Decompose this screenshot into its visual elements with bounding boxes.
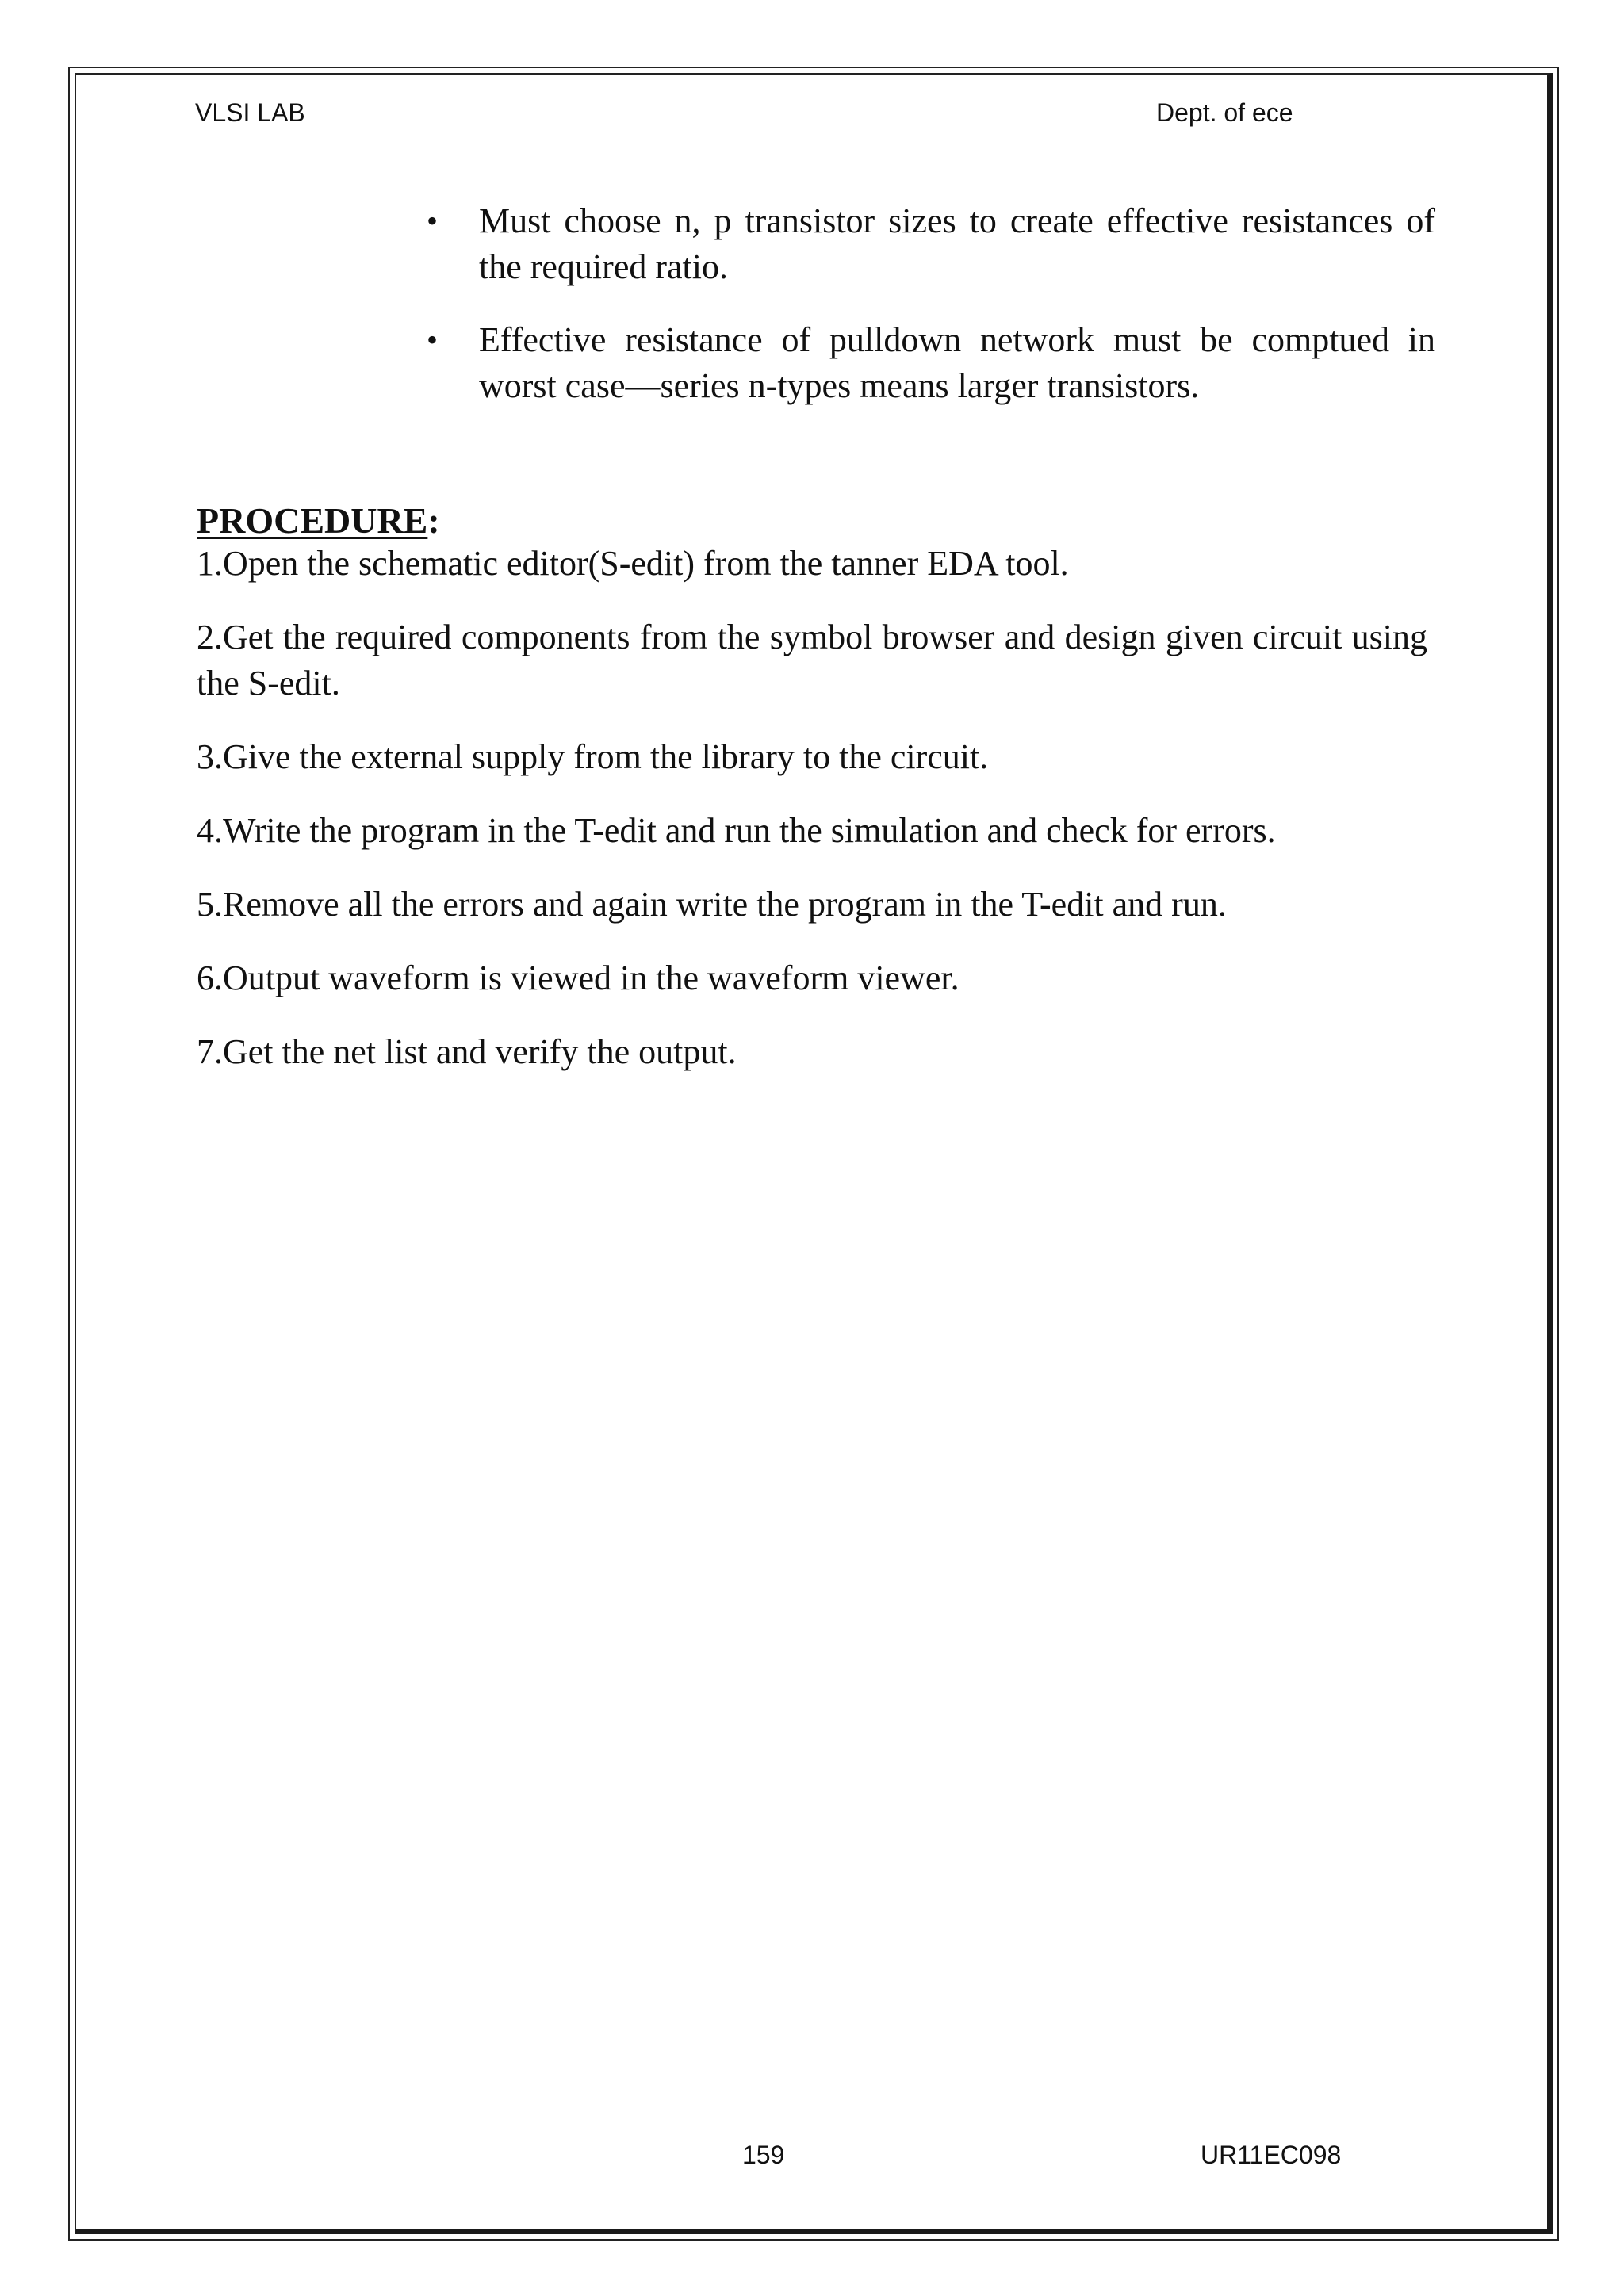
header-department: Dept. of ece: [1156, 98, 1293, 127]
bullet-text: Must choose n, p transistor sizes to create effective resistances of the required ratio.: [479, 201, 1435, 286]
procedure-step: 3.Give the external supply from the library to the circuit.: [197, 737, 989, 776]
procedure-heading-text: PROCEDURE: [197, 500, 428, 541]
bullet-item: [425, 198, 1435, 290]
page-number: 159: [742, 2141, 785, 2169]
procedure-step: 6.Output waveform is viewed in the waveform viewer.: [197, 959, 959, 997]
procedure-heading: [197, 498, 440, 544]
procedure-heading-colon: :: [427, 500, 440, 541]
procedure-step: 2.Get the required components from the symbol browser and design given circuit using the S-edit.: [197, 618, 1427, 702]
procedure-step: 5.Remove all the errors and again write the program in the T-edit and run.: [197, 885, 1227, 924]
header-lab-name: VLSI LAB: [195, 98, 305, 127]
bullet-list: [425, 198, 1435, 436]
bullet-text: Effective resistance of pulldown network must be comptued in worst case—series n-types means larger transistors.: [479, 320, 1435, 405]
procedure-step: 4.Write the program in the T-edit and run the simulation and check for errors.: [197, 811, 1276, 850]
procedure-step: 7.Get the net list and verify the output.: [197, 1032, 737, 1071]
procedure-steps: [197, 541, 1427, 1103]
bullet-icon: •: [427, 322, 439, 358]
procedure-step: 1.Open the schematic editor(S-edit) from the tanner EDA tool.: [197, 544, 1069, 583]
bullet-icon: •: [427, 203, 439, 239]
roll-number: UR11EC098: [1201, 2141, 1342, 2169]
bullet-item: [425, 317, 1435, 409]
